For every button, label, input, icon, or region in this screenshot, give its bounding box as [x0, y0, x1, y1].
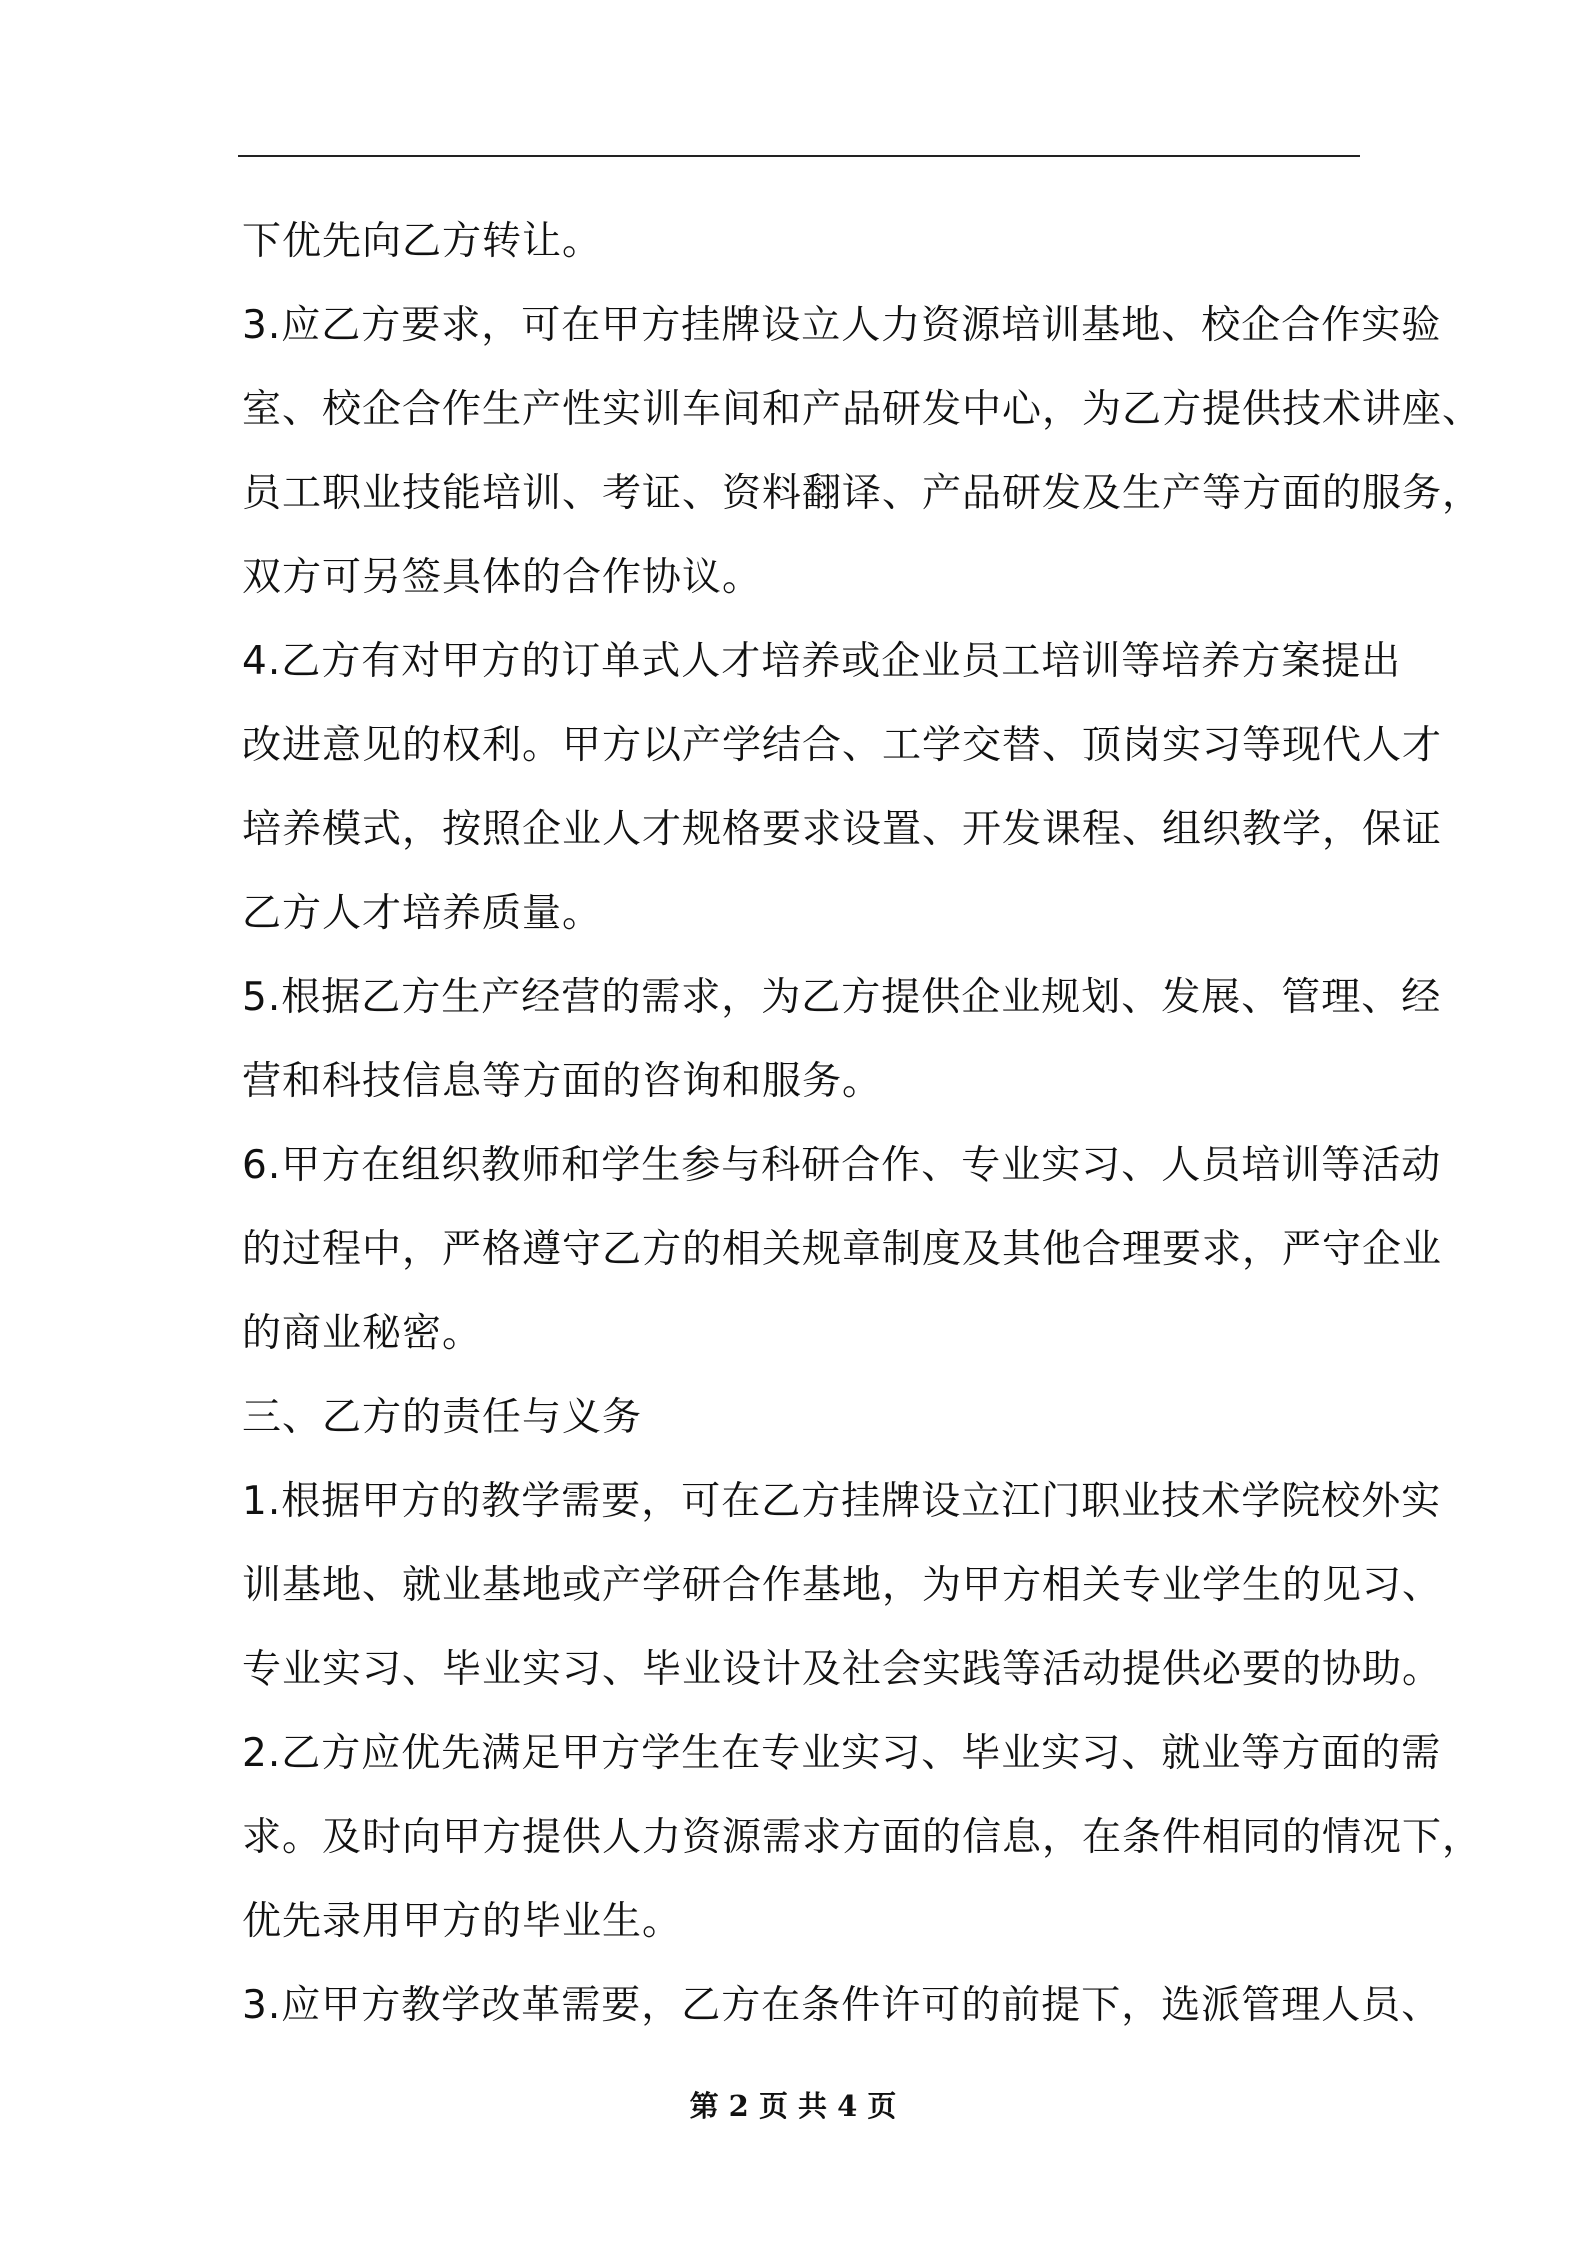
text-line: 改进意见的权利。甲方以产学结合、工学交替、顶岗实习等现代人才 — [242, 723, 1443, 768]
text-line: 训基地、就业基地或产学研合作基地，为甲方相关专业学生的见习、 — [242, 1563, 1443, 1608]
text-line: 5.根据乙方生产经营的需求，为乙方提供企业规划、发展、管理、经 — [242, 975, 1442, 1020]
text-line: 2.乙方应优先满足甲方学生在专业实习、毕业实习、就业等方面的需 — [242, 1731, 1442, 1776]
text-line: 4.乙方有对甲方的订单式人才培养或企业员工培训等培养方案提出 — [242, 639, 1402, 684]
document-body — [242, 200, 1483, 2048]
text-line: 求。及时向甲方提供人力资源需求方面的信息，在条件相同的情况下， — [242, 1815, 1483, 1860]
page-footer: 第 2 页 共 4 页 — [689, 2089, 897, 2123]
text-line: 的商业秘密。 — [242, 1311, 483, 1356]
text-line: 1.根据甲方的教学需要，可在乙方挂牌设立江门职业技术学院校外实 — [242, 1479, 1442, 1524]
text-line: 员工职业技能培训、考证、资料翻译、产品研发及生产等方面的服务， — [242, 471, 1483, 516]
header-rule — [238, 155, 1360, 157]
text-line: 的过程中，严格遵守乙方的相关规章制度及其他合理要求，严守企业 — [242, 1227, 1443, 1272]
text-line: 3.应甲方教学改革需要，乙方在条件许可的前提下，选派管理人员、 — [242, 1983, 1442, 2028]
text-line: 优先录用甲方的毕业生。 — [242, 1899, 683, 1944]
text-line: 营和科技信息等方面的咨询和服务。 — [242, 1059, 883, 1104]
text-line: 下优先向乙方转让。 — [242, 219, 603, 264]
text-line: 培养模式，按照企业人才规格要求设置、开发课程、组织教学，保证 — [242, 807, 1443, 852]
text-line: 专业实习、毕业实习、毕业设计及社会实践等活动提供必要的协助。 — [242, 1647, 1443, 1692]
text-line: 乙方人才培养质量。 — [242, 891, 603, 936]
text-line: 双方可另签具体的合作协议。 — [242, 555, 763, 600]
text-line: 3.应乙方要求，可在甲方挂牌设立人力资源培训基地、校企合作实验 — [242, 303, 1442, 348]
text-line: 室、校企合作生产性实训车间和产品研发中心，为乙方提供技术讲座、 — [242, 387, 1483, 432]
text-line: 三、乙方的责任与义务 — [242, 1395, 643, 1440]
text-line: 6.甲方在组织教师和学生参与科研合作、专业实习、人员培训等活动 — [242, 1143, 1442, 1188]
